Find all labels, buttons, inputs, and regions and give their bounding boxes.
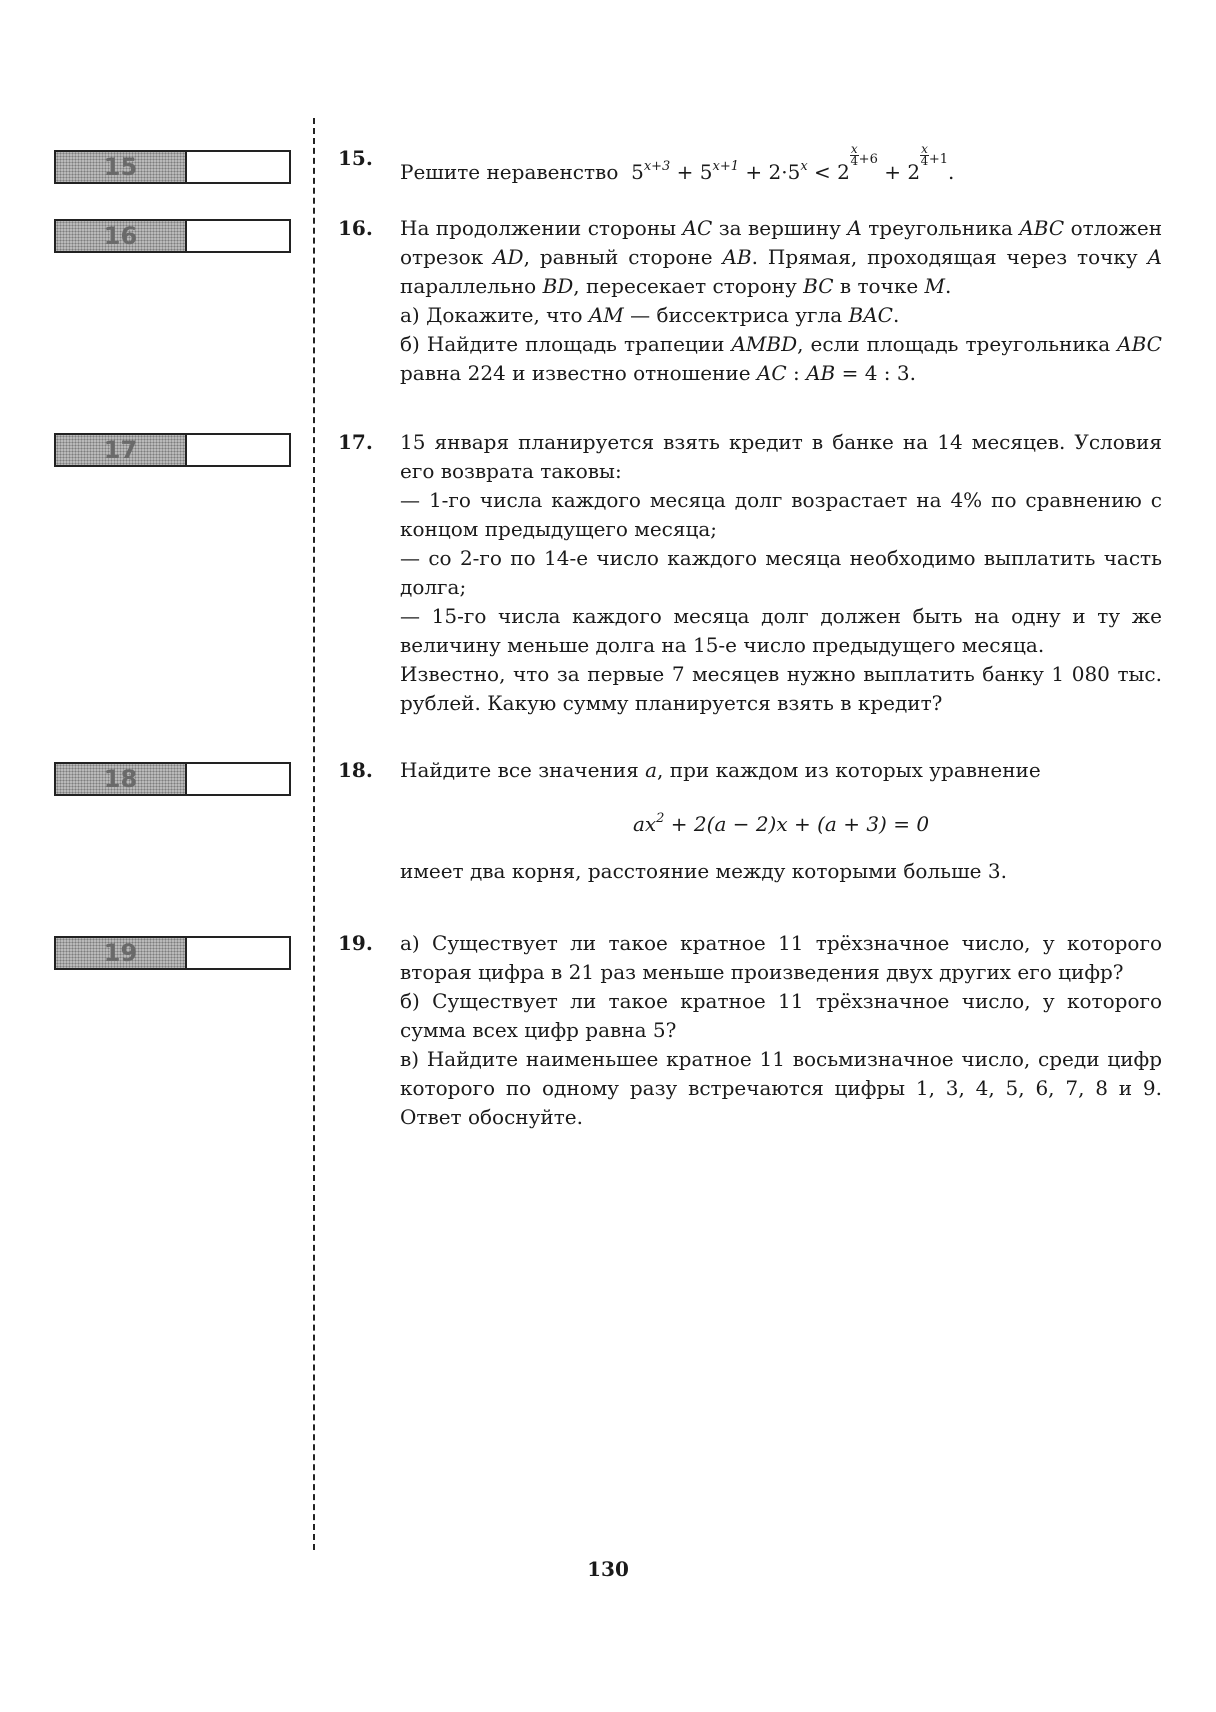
answer-box-number: 19 xyxy=(56,938,187,968)
task-17-line: 15 января планируется взять кредит в банке на 14 месяцев. Условия его возврата таковы: xyxy=(400,430,1162,483)
answer-box-number: 16 xyxy=(56,221,187,251)
task-number: 19. xyxy=(338,931,373,955)
task-18-condition: имеет два корня, расстояние между которыми больше 3. xyxy=(400,859,1007,883)
task-18-statement: Найдите все значения a, при каждом из которых уравнение xyxy=(400,758,1041,782)
task-19-part-a: а) Существует ли такое кратное 11 трёхзначное число, у которого вторая цифра в 21 раз меньше произведения двух других его цифр? xyxy=(400,931,1162,984)
answer-field-17[interactable] xyxy=(187,435,289,465)
task-16-part-b: б) Найдите площадь трапеции AMBD, если площадь треугольника ABC равна 224 и известно отношение AC : AB = 4 : 3. xyxy=(400,332,1162,385)
answer-field-19[interactable] xyxy=(187,938,289,968)
task-19-part-b: б) Существует ли такое кратное 11 трёхзначное число, у которого сумма всех цифр равна 5? xyxy=(400,989,1162,1042)
task-19 xyxy=(338,929,1162,1132)
answer-box-15 xyxy=(54,150,291,184)
task-number: 16. xyxy=(338,216,373,240)
answer-field-15[interactable] xyxy=(187,152,289,182)
answer-box-16 xyxy=(54,219,291,253)
task-17-line: — со 2-го по 14-е число каждого месяца необходимо выплатить часть долга; xyxy=(400,546,1162,599)
task-18-equation: $ax^2 + 2(a - 2)x + (a + 3) = 0$ xyxy=(632,811,930,836)
answer-box-17 xyxy=(54,433,291,467)
answer-field-18[interactable] xyxy=(187,764,289,794)
task-16-part-a: а) Докажите, что AM — биссектриса угла BAC. xyxy=(400,303,900,327)
task-18 xyxy=(338,756,1162,886)
task-16 xyxy=(338,214,1162,388)
task-17-line: Известно, что за первые 7 месяцев нужно выплатить банку 1 080 тыс. рублей. Какую сумму планируется взять в кредит? xyxy=(400,662,1162,715)
task-number: 18. xyxy=(338,758,373,782)
task-number: 15. xyxy=(338,146,373,170)
answer-box-number: 18 xyxy=(56,764,187,794)
page-number: 130 xyxy=(587,1557,629,1581)
answer-field-16[interactable] xyxy=(187,221,289,251)
inequality: $5^{x+3} + 5^{x+1} + 2\cdot 5^x < 2$ $\frac{x}{4}$ $^{+6}$ + 2 $\frac{x}{4}$ $^{+1}$. xyxy=(631,142,955,184)
answer-box-number: 17 xyxy=(56,435,187,465)
task-number: 17. xyxy=(338,430,373,454)
task-15 xyxy=(338,144,1162,187)
answer-box-number: 15 xyxy=(56,152,187,182)
task-16-condition: На продолжении стороны AC за вершину A треугольника ABC отложен отрезок AD, равный стороне AB. Прямая, проходящая через точку A параллельно BD, пересекает сторону BC в точке M. xyxy=(400,216,1163,298)
task-19-part-c: в) Найдите наименьшее кратное 11 восьмизначное число, среди цифр которого по одному разу встречаются цифры 1, 3, 4, 5, 6, 7, 8 и 9. Ответ обоснуйте. xyxy=(400,1047,1162,1129)
task-15-statement: Решите неравенство $5^{x+3} + 5^{x+1} + 2\cdot 5^x < 2$ $\frac{x}{4}$ $^{+6}$ + 2 $\frac{x}{4}$ $^{+1}$. xyxy=(400,142,955,184)
cut-line xyxy=(313,118,315,1550)
task-17-line: — 15-го числа каждого месяца долг должен быть на одну и ту же величину меньше долга на 15-е число предыдущего месяца. xyxy=(400,604,1162,657)
answer-box-18 xyxy=(54,762,291,796)
answer-box-19 xyxy=(54,936,291,970)
task-17-line: — 1-го числа каждого месяца долг возрастает на 4% по сравнению с концом предыдущего месяца; xyxy=(400,488,1162,541)
task-17 xyxy=(338,428,1162,718)
